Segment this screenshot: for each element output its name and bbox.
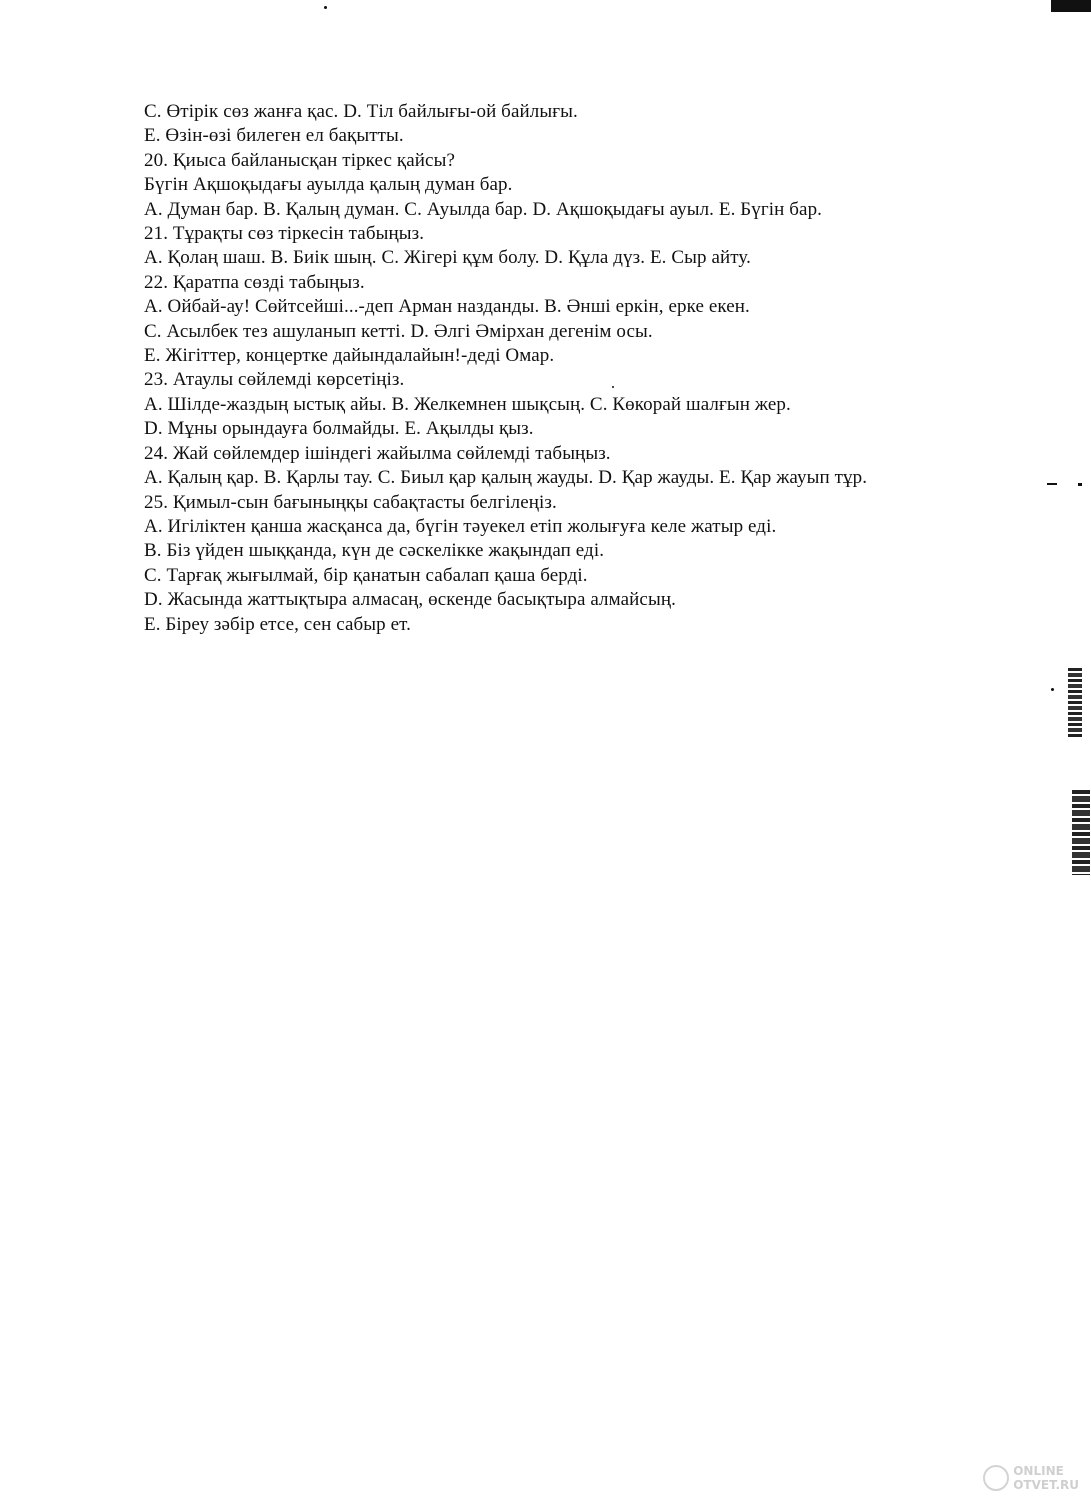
scan-speck <box>1051 688 1054 691</box>
text-line: E. Өзін-өзі билеген ел бақытты. <box>144 125 404 147</box>
watermark-line: OTVET.RU <box>1013 1478 1079 1492</box>
question-24: 24. Жай сөйлемдер ішіндегі жайылма сөйлемді табыңыз. <box>144 442 611 464</box>
scan-dash-mark <box>1047 483 1057 485</box>
answer-options: D. Жасында жаттықтыра алмасаң, өскенде басықтыра алмайсың. <box>144 589 676 611</box>
text-line: C. Өтірік сөз жанға қас. D. Тіл байлығы-ой байлығы. <box>144 101 578 122</box>
site-watermark <box>983 1464 1079 1492</box>
text-line: Бүгін Ақшоқыдағы ауылда қалың думан бар. <box>144 174 513 196</box>
answer-options: D. Мұны орындауға болмайды. E. Ақылды қыз. <box>144 418 534 440</box>
answer-options: A. Ойбай-ау! Сөйтсейші...-деп Арман назданды. B. Әнші еркін, ерке екен. <box>144 296 750 318</box>
question-21: 21. Тұрақты сөз тіркесін табыңыз. <box>144 223 425 245</box>
answer-options: E. Жігіттер, концертке дайындалайын!-деді Омар. <box>144 345 555 367</box>
question-25: 25. Қимыл-сын бағыныңқы сабақтасты белгілеңіз. <box>144 491 557 513</box>
test-questions-text <box>144 100 1044 637</box>
scan-corner-mark <box>1051 0 1091 12</box>
answer-options: C. Асылбек тез ашуланып кетті. D. Әлгі Әмірхан дегенім осы. <box>144 320 653 342</box>
scan-edge-artifact <box>1072 790 1090 875</box>
scan-speck <box>1078 483 1082 486</box>
scan-speck <box>324 6 327 9</box>
scan-edge-artifact <box>1068 668 1082 738</box>
answer-options: E. Біреу зәбір етсе, сен сабыр ет. <box>144 613 411 635</box>
lightbulb-icon <box>983 1465 1009 1491</box>
watermark-line: ONLINE <box>1013 1464 1064 1478</box>
watermark-text <box>1013 1464 1079 1492</box>
answer-options: A. Қолаң шаш. B. Биік шың. C. Жігері құм болу. D. Құла дүз. E. Сыр айту. <box>144 247 751 269</box>
answer-options: A. Игіліктен қанша жасқанса да, бүгін тәуекел етіп жолығуға келе жатыр еді. <box>144 515 777 537</box>
answer-options: B. Біз үйден шыққанда, күн де сәскелікке жақындап еді. <box>144 540 605 562</box>
answer-options: C. Тарғақ жығылмай, бір қанатын сабалап қаша берді. <box>144 564 588 586</box>
answer-options: A. Думан бар. B. Қалың думан. C. Ауылда бар. D. Ақшоқыдағы ауыл. E. Бүгін бар. <box>144 198 823 220</box>
answer-options: A. Қалың қар. B. Қарлы тау. C. Биыл қар қалың жауды. D. Қар жауды. E. Қар жауып тұр. <box>144 467 868 489</box>
question-22: 22. Қаратпа сөзді табыңыз. <box>144 271 365 293</box>
answer-options: A. Шілде-жаздың ыстық айы. B. Желкемнен шықсың. C. Көкорай шалғын жер. <box>144 393 791 415</box>
question-20: 20. Қиыса байланысқан тіркес қайсы? <box>144 149 455 171</box>
question-23: 23. Атаулы сөйлемді көрсетіңіз. <box>144 369 405 391</box>
